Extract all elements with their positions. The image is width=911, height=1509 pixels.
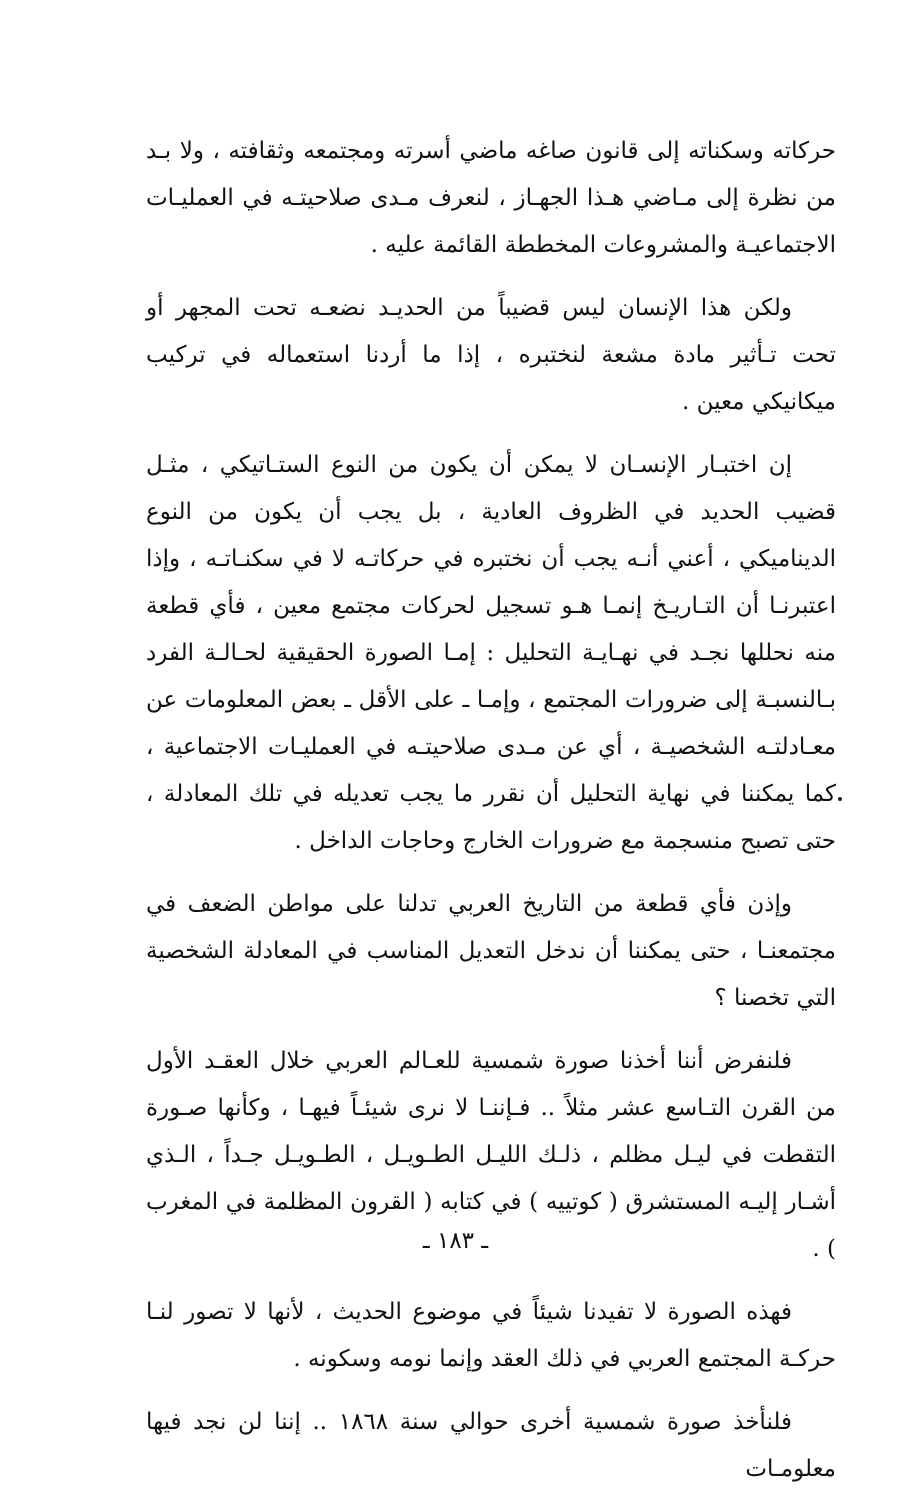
paragraph-4: وإذن فأي قطعة من التاريخ العربي تدلنا على مواطن الضعف في مجتمعنـا ، حتى يمكننا أن ندخل التعديل المناسب في المعادلة الشخصية التي تخصنا ؟ — [146, 891, 836, 1011]
paragraph-2: ولكن هذا الإنسان ليس قضيباً من الحديـد نضعـه تحت المجهر أو تحت تـأثير مادة مشعة لنختبره ، إذا ما أردنا استعماله في تركيب ميكانيكي معين . — [146, 295, 836, 415]
paragraph-1: حركاته وسكناته إلى قانون صاغه ماضي أسرته ومجتمعه وثقافته ، ولا بـد من نظرة إلى مـاضي هـذا الجهـاز ، لنعرف مـدى صلاحيتـه في العمليـات الاجتماعيـة والمشروعات المخططة القائمة عليه . — [146, 138, 836, 258]
paragraph-6: فهذه الصورة لا تفيدنا شيئاً في موضوع الحديث ، لأنها لا تصور لنـا حركـة المجتمع العربي في ذلك العقد وإنما نومه وسكونه . — [146, 1299, 836, 1372]
paragraph-5: فلنفرض أننا أخذنا صورة شمسية للعـالم العربي خلال العقـد الأول من القرن التـاسع عشر مثلاً .. فـإننـا لا نرى شيئـاً فيهـا ، وكأنها صـورة التقطت في ليـل مظلم ، ذلـك الليـل الطـويـل ، الطـويـل جـداً ، الـذي أشـار إليـه المستشرق ( كوتييه ) في كتابه ( القرون المظلمة في المغرب ) . — [146, 1048, 836, 1262]
ink-speck — [838, 797, 842, 801]
paragraph-7: فلنأخذ صورة شمسية أخرى حوالي سنة ١٨٦٨ .. إننا لن نجد فيها معلومـات — [146, 1409, 836, 1482]
paragraph-3: إن اختبـار الإنسـان لا يمكن أن يكون من النوع الستـاتيكي ، مثـل قضيب الحديد في الظروف العادية ، بل يجب أن يكون من النوع الديناميكي ، أعني أنـه يجب أن نختبره في حركاتـه لا في سكنـاتـه ، وإذا اعتبرنـا أن التـاريـخ إنمـا هـو تسجيل لحركات مجتمع معين ، فأي قطعة منه نحللها نجـد في نهـايـة التحليل : إمـا الصورة الحقيقية لحـالـة الفرد بـالنسبـة إلى ضرورات المجتمع ، وإمـا ـ على الأقل ـ بعض المعلومات عن معـادلتـه الشخصيـة ، أي عن مـدى صلاحيتـه في العمليـات الاجتماعية ، كما يمكننا في نهاية التحليل أن نقرر ما يجب تعديله في تلك المعادلة ، حتى تصبح منسجمة مع ضرورات الخارج وحاجات الداخل . — [146, 452, 836, 854]
page-number: ـ ١٨٣ ـ — [422, 1228, 489, 1254]
body-text — [146, 128, 836, 1509]
